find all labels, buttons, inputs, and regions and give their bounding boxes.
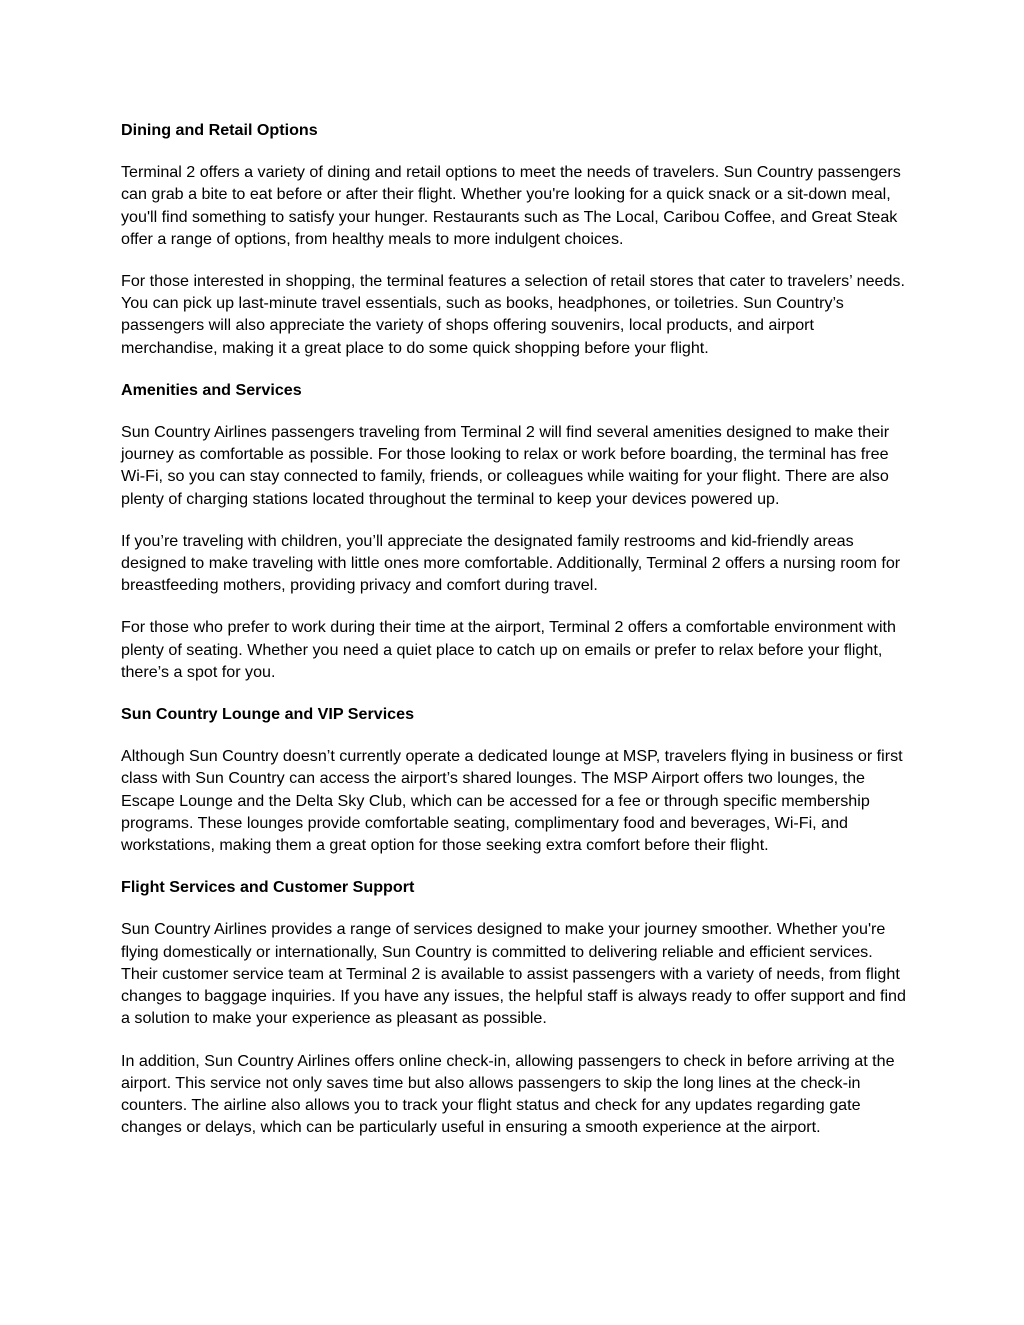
paragraph: For those who prefer to work during their time at the airport, Terminal 2 offers a comfortable environment with plenty of seating. Whether you need a quiet place to catch up on emails or prefer to relax before your flight, there’s a spot for you. (121, 618, 896, 681)
section-heading: Amenities and Services (121, 380, 302, 399)
paragraph: Although Sun Country doesn’t currently operate a dedicated lounge at MSP, travelers flying in business or first class with Sun Country can access the airport’s shared lounges. The MSP Airport offers two lounges, the Escape Lounge and the Delta Sky Club, which can be accessed for a fee or through specific membership programs. These lounges provide comfortable seating, complimentary food and beverages, Wi-Fi, and workstations, making them a great option for those seeking extra comfort before their flight. (121, 747, 903, 855)
paragraph: Sun Country Airlines provides a range of services designed to make your journey smoother. Whether you're flying domestically or internationally, Sun Country is committed to delivering reliable and efficient services. Their customer service team at Terminal 2 is available to assist passengers with a variety of needs, from flight changes to baggage inquiries. If you have any issues, the helpful staff is always ready to offer support and find a solution to make your experience as pleasant as possible. (121, 920, 906, 1028)
paragraph: Sun Country Airlines passengers traveling from Terminal 2 will find several amenities designed to make their journey as comfortable as possible. For those looking to relax or work before boarding, the terminal has free Wi-Fi, so you can stay connected to family, friends, or colleagues while waiting for your flight. There are also plenty of charging stations located throughout the terminal to keep your devices powered up. (121, 423, 890, 508)
section-flight-services (121, 876, 911, 1138)
paragraph: For those interested in shopping, the terminal features a selection of retail stores that cater to travelers’ needs. You can pick up last-minute travel essentials, such as books, headphones, or toiletries. Sun Country’s passengers will also appreciate the variety of shops offering souvenirs, local products, and airport merchandise, making it a great place to do some quick shopping before your flight. (121, 272, 905, 357)
paragraph: Terminal 2 offers a variety of dining and retail options to meet the needs of travelers. Sun Country passengers can grab a bite to eat before or after their flight. Whether you're looking for a quick snack or a sit-down meal, you'll find something to satisfy your hunger. Restaurants such as The Local, Caribou Coffee, and Great Steak offer a range of options, from healthy meals to more indulgent choices. (121, 163, 901, 248)
section-amenities-services (121, 379, 911, 683)
paragraph: In addition, Sun Country Airlines offers online check-in, allowing passengers to check in before arriving at the airport. This service not only saves time but also allows passengers to skip the long lines at the check-in counters. The airline also allows you to track your flight status and check for any updates regarding gate changes or delays, which can be particularly useful in ensuring a smooth experience at the airport. (121, 1051, 895, 1137)
paragraph: If you’re traveling with children, you’ll appreciate the designated family restrooms and kid-friendly areas designed to make traveling with little ones more comfortable. Additionally, Terminal 2 offers a nursing room for breastfeeding mothers, providing privacy and comfort during travel. (121, 531, 901, 595)
section-lounge-vip (121, 703, 911, 856)
section-heading: Dining and Retail Options (121, 121, 318, 139)
section-dining-retail (121, 119, 911, 359)
section-heading: Sun Country Lounge and VIP Services (121, 705, 415, 724)
section-heading: Flight Services and Customer Support (121, 878, 415, 897)
document-page (121, 119, 911, 1158)
